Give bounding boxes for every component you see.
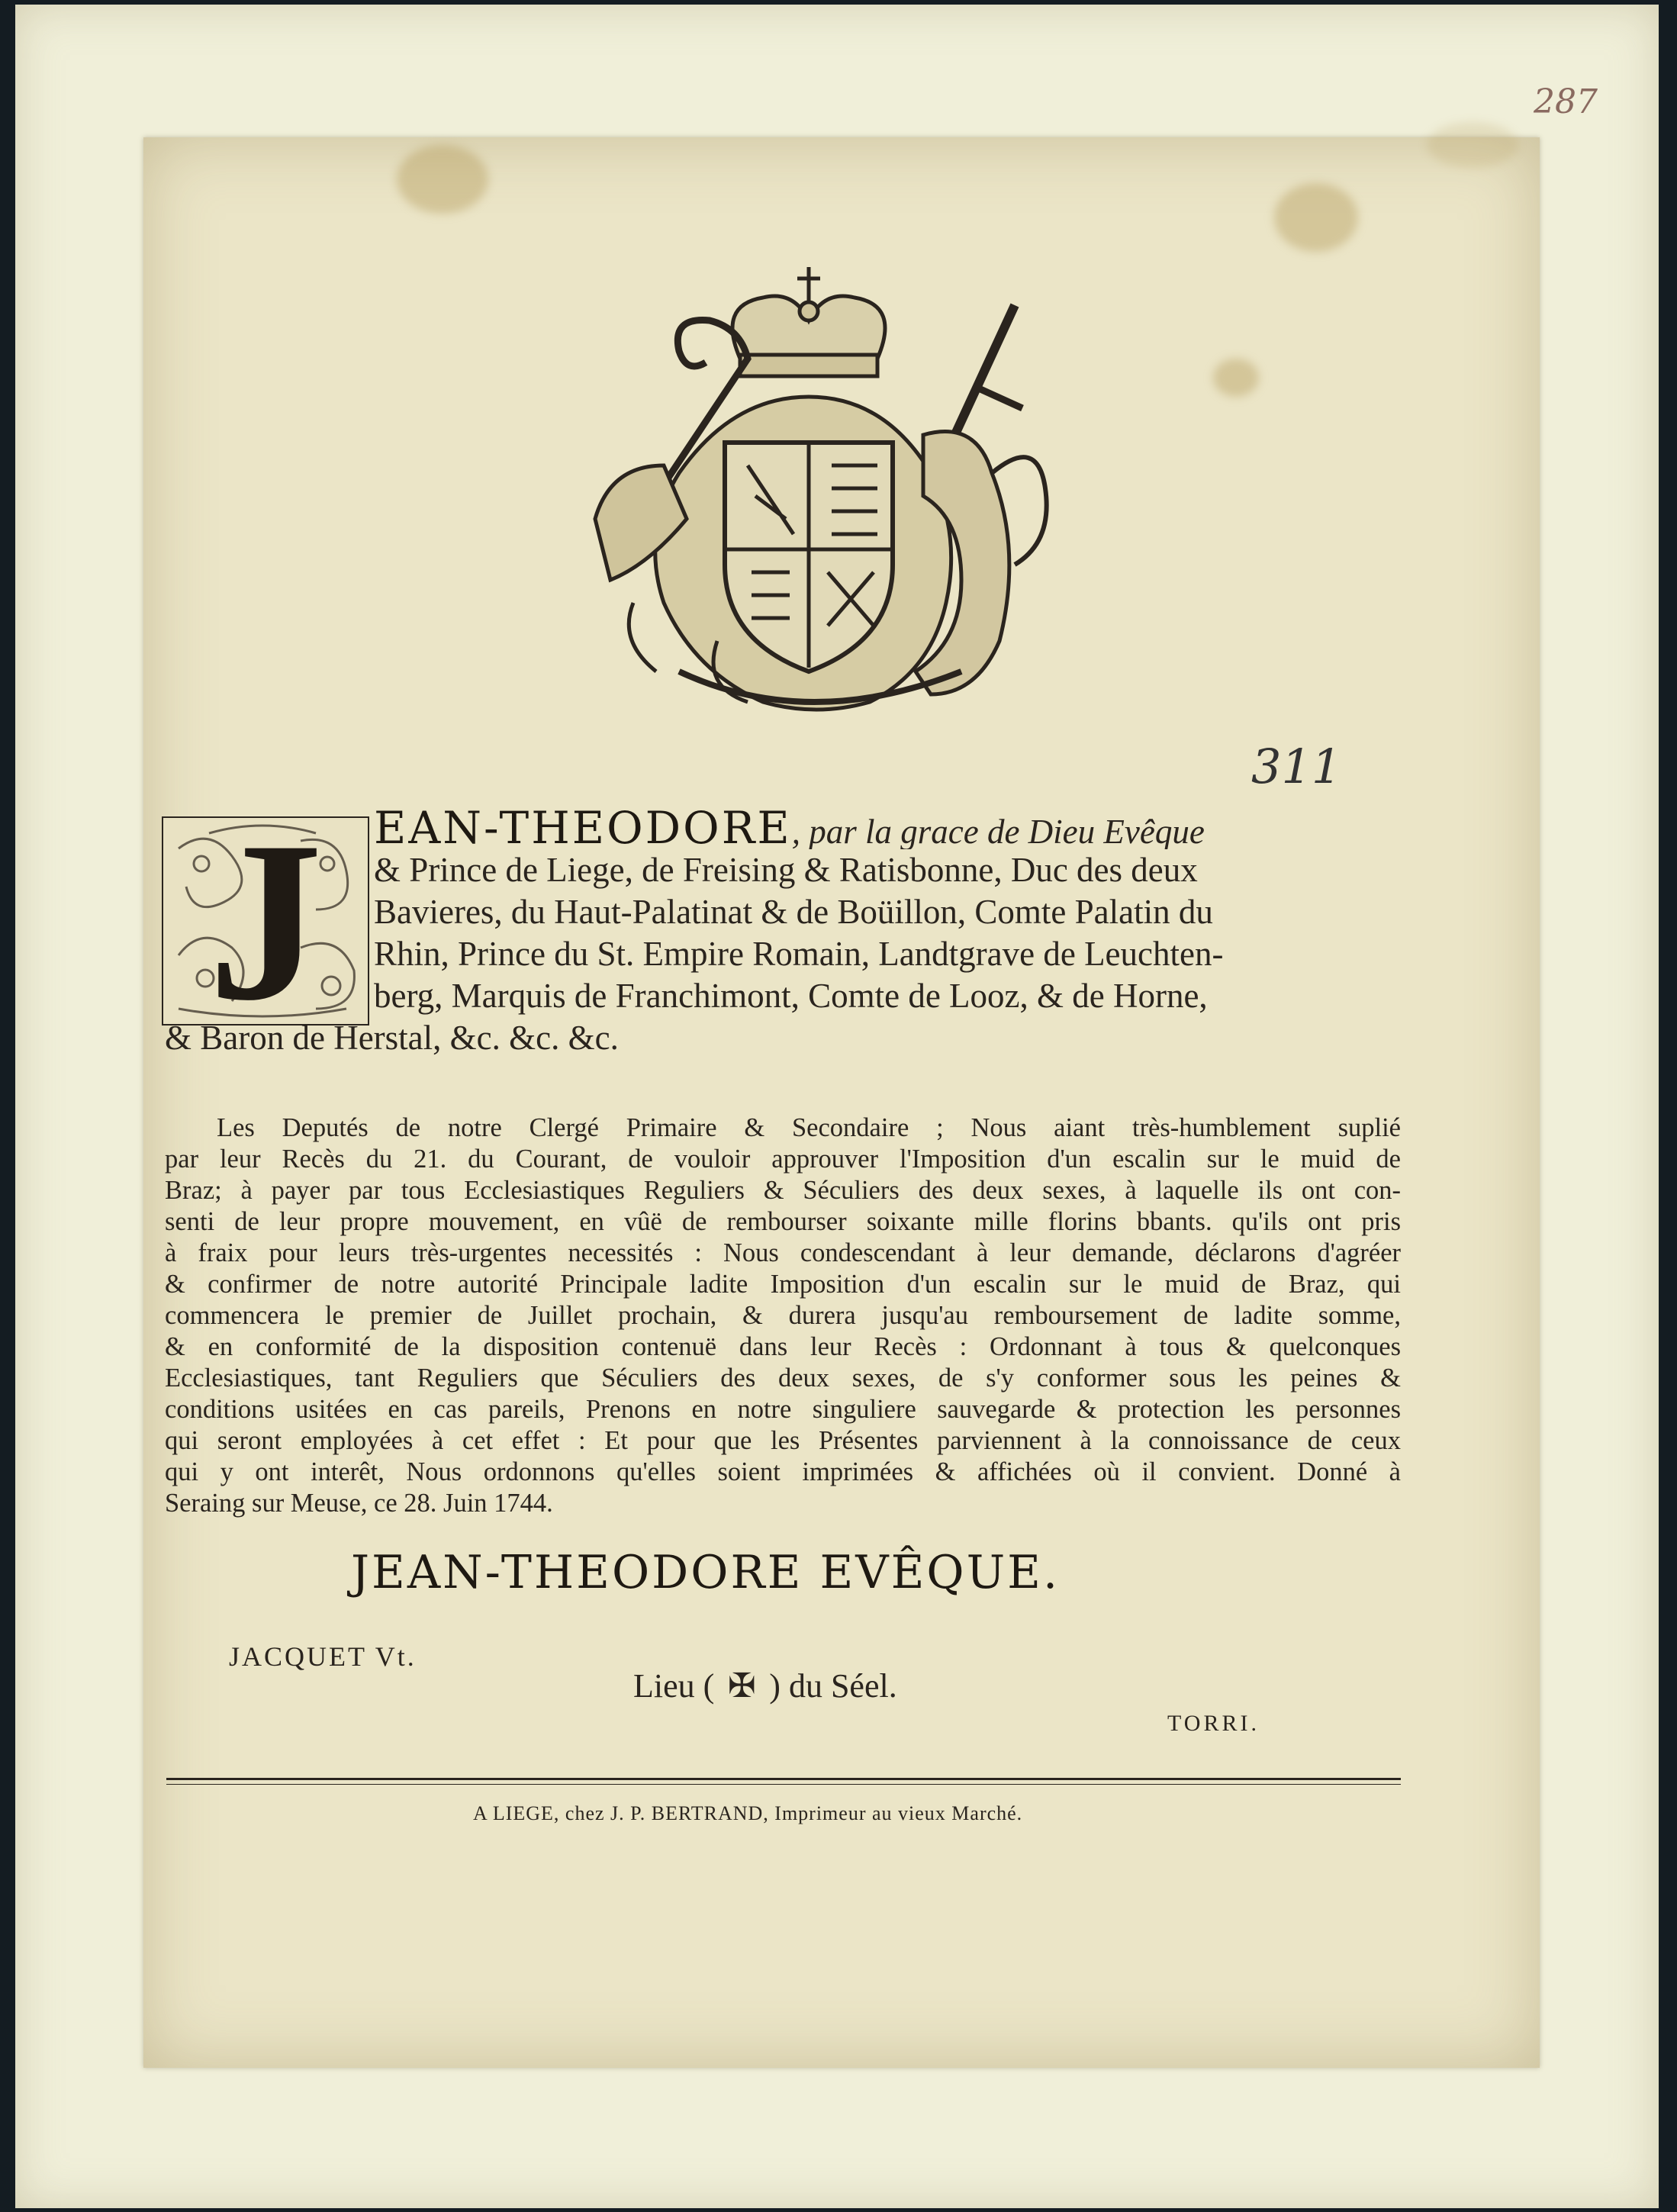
body-line: commencera le premier de Juillet prochain, & durera jusqu'au remboursement de ladite somme, [165, 1301, 1401, 1330]
paper-stain [397, 145, 488, 214]
countersign-right: TORRI. [1167, 1711, 1260, 1736]
ruler-name: EAN-THEODORE [374, 807, 792, 849]
seal-text-before: Lieu ( [633, 1667, 715, 1705]
body-line: qui seront employées à cet effet : Et pour que les Présentes parviennent à la connoissance de ceux [165, 1426, 1401, 1455]
body-line: à fraix pour leurs très-urgentes necessités : Nous condescendant à leur demande, déclarons d'agréer [165, 1238, 1401, 1267]
body-line: & en conformité de la disposition contenuë dans leur Recès : Ordonnant à tous & quelconques [165, 1332, 1401, 1361]
coat-of-arms [565, 244, 1053, 717]
body-line: Les Deputés de notre Clergé Primaire & Secondaire ; Nous aiant très-humblement suplié [217, 1113, 1401, 1142]
title-line: & Prince de Liege, de Freising & Ratisbonne, Duc des deux [374, 851, 1198, 889]
countersign-left: JACQUET Vt. [229, 1641, 417, 1672]
body-line: qui y ont interêt, Nous ordonnons qu'elles soient imprimées & affichées où il convient. Donné à [165, 1457, 1401, 1486]
paper-stain [1427, 122, 1518, 168]
title-text: , par la grace de Dieu Evêque [791, 813, 1205, 849]
body-line: senti de leur propre mouvement, en vûë de rembourser soixante mille florins bbants. qu'ils ont pris [165, 1207, 1401, 1236]
title-line: Rhin, Prince du St. Empire Romain, Landtgrave de Leuchten- [374, 935, 1224, 973]
body-line: & confirmer de notre autorité Principale ladite Imposition d'un escalin sur le muid de Braz, qui [165, 1270, 1401, 1299]
body-line: Seraing sur Meuse, ce 28. Juin 1744. [165, 1489, 553, 1518]
archive-number: 287 [1534, 82, 1598, 121]
signature: JEAN-THEODORE EVÊQUE. [351, 1546, 1061, 1599]
folio-number: 311 [1251, 739, 1342, 794]
seal-text-after: ) du Séel. [769, 1667, 897, 1705]
title-line: berg, Marquis de Franchimont, Comte de Looz, & de Horne, [374, 977, 1208, 1015]
decree-body [165, 1112, 1401, 1519]
body-line: Ecclesiastiques, tant Reguliers que Séculiers des deux sexes, de s'y conformer sous les peines & [165, 1364, 1401, 1393]
printer-imprint: A LIEGE, chez J. P. BERTRAND, Imprimeur au vieux Marché. [473, 1802, 1023, 1824]
cross-icon: ✠ [727, 1667, 756, 1705]
divider [166, 1784, 1401, 1785]
body-line: Braz; à payer par tous Ecclesiastiques Reguliers & Séculiers des deux sexes, à laquelle ils ont con- [165, 1176, 1401, 1205]
initial-letter: J [208, 794, 323, 1048]
paper-stain [1213, 359, 1259, 397]
paper-stain [1274, 183, 1358, 252]
body-line: par leur Recès du 21. du Courant, de vouloir approuver l'Imposition d'un escalin sur le muid de [165, 1145, 1401, 1174]
seal-line [633, 1666, 897, 1705]
title-line [165, 807, 1407, 849]
title-line: Bavieres, du Haut-Palatinat & de Boüillon, Comte Palatin du [374, 893, 1213, 931]
body-line: conditions usitées en cas pareils, Prenons en notre singuliere sauvegarde & protection les personnes [165, 1395, 1401, 1424]
title-line: & Baron de Herstal, &c. &c. &c. [165, 1019, 619, 1057]
divider [166, 1778, 1401, 1780]
title-block [165, 794, 1407, 1059]
